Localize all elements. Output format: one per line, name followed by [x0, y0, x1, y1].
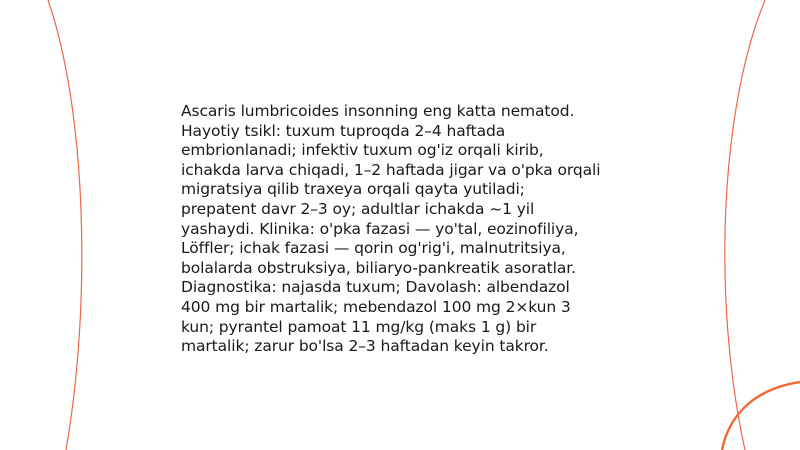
slide-body-text: Ascaris lumbricoides insonning eng katta nematod. Hayotiy tsikl: tuxum tuproqda 2–4 haftada embrionlanadi; infektiv tuxum og'iz orqali kirib, ichakda larva chiqadi, 1–2 haftada jigar va o'pka orqali migratsiya qilib traxeya orqali qayta yutiladi; prepatent davr 2–3 oy; adultlar ichakda ~1 yil yashaydi. Klinika: o'pka fazasi — yo'tal, eozinofiliya, Löffler; ichak fazasi — qorin og'rig'i, malnutritsiya, bolalarda obstruksiya, biliaryo-pankreatik asoratlar. Diagnostika: najasda tuxum; Davolash: albendazol 400 mg bir martalik; mebendazol 100 mg 2×kun 3 kun; pyrantel pamoat 11 mg/kg (maks 1 g) bir martalik; zarur bo'lsa 2–3 haftadan keyin takror.: [181, 102, 601, 356]
right-arc-line: [725, 0, 765, 450]
left-arc-line: [48, 0, 82, 450]
corner-arc-orange: [722, 382, 800, 450]
